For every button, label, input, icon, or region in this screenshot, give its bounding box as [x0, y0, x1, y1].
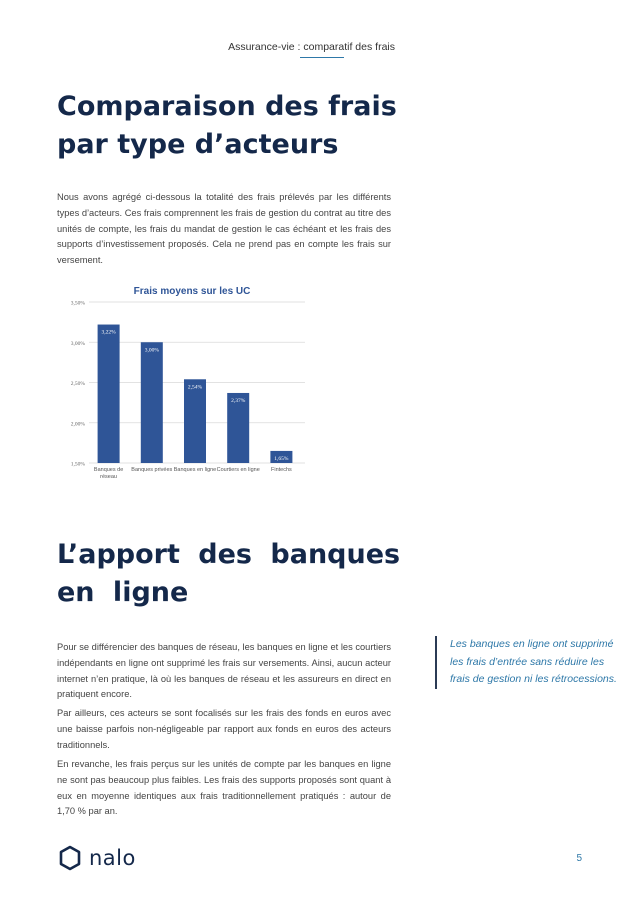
- fees-chart: [57, 280, 307, 490]
- x-tick-label: réseau: [100, 474, 118, 480]
- x-tick-label: Banques de: [93, 467, 124, 473]
- paragraph-3: En revanche, les frais perçus sur les unités de compte par les banques en ligne ne sont pas beaucoup plus faibles. Les frais des supports proposés sont quant à eux en moyenne identiques aux frais traditionnellement pratiqués : autour de 1,70 % par an.: [57, 759, 391, 817]
- logo-wordmark: nalo: [89, 846, 136, 870]
- paragraph-1: Pour se différencier des banques de réseau, les banques en ligne et les courtiers indépendants en ligne ont supprimé les frais sur versements. Ainsi, aucun acteur internet n’en pratique, là où les banques de réseau et les assureurs en direct en pratiquent encore.: [57, 642, 391, 700]
- data-label: 2,37%: [231, 397, 246, 404]
- x-tick-label: Banques privées: [131, 467, 173, 473]
- data-label: 3,22%: [101, 329, 116, 336]
- data-label: 1,65%: [274, 455, 289, 462]
- section-title-apport: L’apport des banques en ligne: [57, 539, 401, 608]
- y-tick-label: 2,50%: [70, 381, 85, 387]
- y-tick-label: 1,50%: [70, 461, 85, 468]
- page-number: 5: [576, 853, 582, 864]
- y-tick-label: 3,50%: [70, 300, 85, 307]
- y-tick-label: 2,00%: [70, 421, 85, 428]
- y-tick-label: 3,00%: [70, 340, 85, 347]
- header-rule: [300, 57, 344, 58]
- data-label: 2,54%: [187, 384, 203, 391]
- x-tick-label: Courtiers en ligne: [216, 467, 260, 473]
- data-label: 3,00%: [144, 347, 159, 354]
- section-title-comparaison: Comparaison des frais par type d’acteurs: [57, 91, 397, 160]
- bar-3: [184, 379, 206, 463]
- intro-paragraph: Nous avons agrégé ci-dessous la totalité des frais prélevés par les différents types d’acteurs. Ces frais comprennent les frais de gestion du contrat au titre des unités de compte, les frais du mandat de gestion le cas échéant et les frais des supports d’investissement proposés. Cela ne prend pas en compte les frais sur versement.: [57, 192, 391, 266]
- running-header: Assurance-vie : comparatif des frais: [228, 41, 395, 53]
- x-tick-label: Banques en ligne: [173, 467, 217, 473]
- hexagon-logo-icon: [58, 845, 82, 871]
- bar-1: [98, 325, 120, 463]
- x-tick-label: Fintechs: [271, 467, 292, 473]
- pull-quote: Les banques en ligne ont supprimé les frais d’entrée sans réduire les frais de gestion ni les rétrocessions.: [435, 636, 620, 689]
- paragraph-2: Par ailleurs, ces acteurs se sont focalisés sur les frais des fonds en euros avec une baisse parfois non-négligeable par rapport aux fonds en euros des acteurs traditionnels.: [57, 708, 391, 750]
- fees-chart-svg: [57, 280, 307, 490]
- chart-title: Frais moyens sur les UC: [133, 286, 251, 297]
- nalo-logo: [58, 845, 136, 871]
- bar-2: [141, 342, 163, 463]
